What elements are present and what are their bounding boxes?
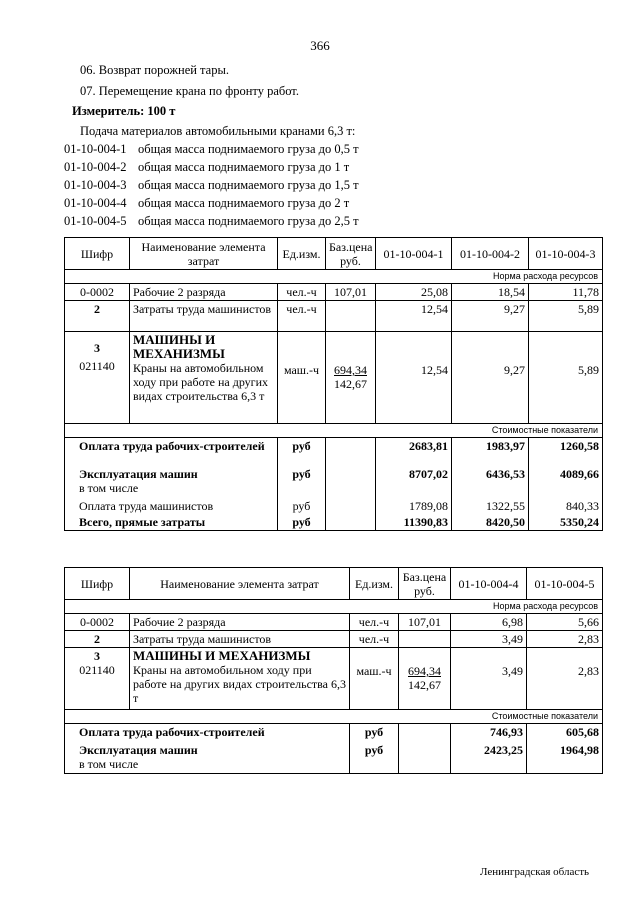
intro-item-text: общая масса поднимаемого груза до 1,5 т <box>138 178 359 192</box>
row-name: Краны на автомобильном ходу при работе на других видах строительства 6,3 т <box>133 663 346 705</box>
cost-name: Оплата труда рабочих-строителей <box>65 724 350 742</box>
row-name: Затраты труда машинистов <box>130 301 278 332</box>
section-row-cost <box>65 424 603 438</box>
cost-value: 8420,50 <box>452 514 529 531</box>
row-value-cell <box>527 648 603 710</box>
supply-label: Подача материалов автомобильными кранами 6,3 т: <box>80 124 356 138</box>
section-row-norm <box>65 270 603 284</box>
row-code: 2 <box>65 301 130 332</box>
row-code: 0-0002 <box>65 284 130 301</box>
meter-label: Измеритель: 100 т <box>72 104 176 118</box>
table-row <box>65 631 603 648</box>
cost-value: 8707,02 <box>376 466 452 498</box>
cost-value: 2683,81 <box>376 438 452 466</box>
row-price-sub: 142,67 <box>408 678 441 692</box>
row-price: 107,01 <box>399 614 451 631</box>
cost-value: 840,33 <box>529 498 603 514</box>
cost-value: 6436,53 <box>452 466 529 498</box>
table-row-machines <box>65 332 603 424</box>
row-price-empty <box>326 301 376 332</box>
row-name: Затраты труда машинистов <box>130 631 350 648</box>
table-row-machines <box>65 648 603 710</box>
row-name: Рабочие 2 разряда <box>130 284 278 301</box>
col-header-name: Наименование элемента затрат <box>130 238 278 270</box>
section-row-cost <box>65 710 603 724</box>
cost-price-empty <box>399 742 451 774</box>
footer-region: Ленинградская область <box>480 866 590 878</box>
row-code: 2 <box>65 631 130 648</box>
row-name-cell <box>130 648 350 710</box>
table-row <box>65 614 603 631</box>
cost-unit: руб <box>278 438 326 466</box>
col-header-01-10-004-3: 01-10-004-3 <box>529 238 603 270</box>
row-name: Рабочие 2 разряда <box>130 614 350 631</box>
intro-line-return: 06. Возврат порожней тары. <box>80 63 229 77</box>
row-subcode: 021140 <box>79 663 115 677</box>
row-code: 0-0002 <box>65 614 130 631</box>
col-header-name: Наименование элемента затрат <box>130 568 350 600</box>
intro-item <box>64 142 359 157</box>
cost-value: 11390,83 <box>376 514 452 531</box>
intro-item <box>64 160 349 175</box>
resource-table-1 <box>64 237 603 531</box>
resource-table-2 <box>64 567 603 774</box>
row-code: 3 <box>94 341 100 355</box>
cost-row <box>65 742 603 774</box>
row-price: 694,34 <box>408 664 441 678</box>
cost-value: 605,68 <box>527 724 603 742</box>
intro-item-code: 01-10-004-4 <box>64 196 127 210</box>
table-header-row <box>65 568 603 600</box>
col-header-code: Шифр <box>65 568 130 600</box>
row-value: 12,54 <box>421 363 448 377</box>
table-row <box>65 301 603 332</box>
col-header-code: Шифр <box>65 238 130 270</box>
cost-price-empty <box>326 466 376 498</box>
cost-price-empty <box>399 724 451 742</box>
cost-note: в том числе <box>79 756 139 771</box>
cost-name-cell <box>65 466 278 498</box>
section-label-norm: Норма расхода ресурсов <box>65 600 603 614</box>
row-code-cell <box>65 332 130 424</box>
machines-title: МАШИНЫ И МЕХАНИЗМЫ <box>133 648 311 663</box>
row-value: 5,66 <box>527 614 603 631</box>
cost-value: 2423,25 <box>451 742 527 774</box>
col-header-unit: Ед.изм. <box>278 238 326 270</box>
col-header-01-10-004-1: 01-10-004-1 <box>376 238 452 270</box>
cost-value: 5350,24 <box>529 514 603 531</box>
cost-price-empty <box>326 438 376 466</box>
row-unit: чел.-ч <box>278 284 326 301</box>
intro-item-text: общая масса поднимаемого груза до 2,5 т <box>138 214 359 228</box>
cost-value: 1983,97 <box>452 438 529 466</box>
row-name: Краны на автомобильном ходу при работе на других видах строительства 6,3 т <box>133 361 269 403</box>
cost-name: Оплата труда машинистов <box>65 498 278 514</box>
page-number: 366 <box>310 38 330 53</box>
cost-name: Эксплуатация машин <box>79 466 198 481</box>
cost-value: 1964,98 <box>527 742 603 774</box>
row-value: 3,49 <box>451 631 527 648</box>
row-unit-cell <box>278 332 326 424</box>
intro-item-text: общая масса поднимаемого груза до 2 т <box>138 196 350 210</box>
row-subcode: 021140 <box>79 359 115 373</box>
cost-value: 746,93 <box>451 724 527 742</box>
row-unit: чел.-ч <box>278 301 326 332</box>
row-unit-cell <box>350 648 399 710</box>
row-value: 9,27 <box>452 301 529 332</box>
row-value: 11,78 <box>529 284 603 301</box>
row-value: 2,83 <box>527 631 603 648</box>
col-header-price: Баз.цена руб. <box>326 238 376 270</box>
col-header-01-10-004-2: 01-10-004-2 <box>452 238 529 270</box>
row-price-cell <box>399 648 451 710</box>
machines-title: МАШИНЫ И МЕХАНИЗМЫ <box>133 332 225 361</box>
cost-unit: руб <box>278 514 326 531</box>
cost-row <box>65 438 603 466</box>
row-value: 5,89 <box>578 363 599 377</box>
row-value: 6,98 <box>451 614 527 631</box>
col-header-price: Баз.цена руб. <box>399 568 451 600</box>
intro-item-text: общая масса поднимаемого груза до 0,5 т <box>138 142 359 156</box>
intro-item-code: 01-10-004-1 <box>64 142 127 156</box>
cost-unit: руб <box>278 466 326 498</box>
section-label-cost: Стоимостные показатели <box>65 710 603 724</box>
row-price: 107,01 <box>326 284 376 301</box>
intro-item <box>64 178 359 193</box>
cost-price-empty <box>326 514 376 531</box>
cost-unit: руб <box>350 724 399 742</box>
row-value-cell <box>376 332 452 424</box>
intro-line-move: 07. Перемещение крана по фронту работ. <box>80 84 299 98</box>
intro-item-code: 01-10-004-5 <box>64 214 127 228</box>
row-value: 3,49 <box>502 664 523 678</box>
cost-unit: руб <box>278 498 326 514</box>
cost-row-total <box>65 514 603 531</box>
cost-value: 1260,58 <box>529 438 603 466</box>
row-unit: чел.-ч <box>350 614 399 631</box>
intro-item-code: 01-10-004-2 <box>64 160 127 174</box>
cost-unit: руб <box>350 742 399 774</box>
row-value: 5,89 <box>529 301 603 332</box>
cost-name: Эксплуатация машин <box>79 742 198 757</box>
intro-item <box>64 196 349 211</box>
cost-value: 4089,66 <box>529 466 603 498</box>
row-value: 18,54 <box>452 284 529 301</box>
cost-name: Всего, прямые затраты <box>65 514 278 531</box>
table-row <box>65 284 603 301</box>
intro-item-text: общая масса поднимаемого груза до 1 т <box>138 160 350 174</box>
section-row-norm <box>65 600 603 614</box>
cost-row <box>65 466 603 498</box>
cost-row <box>65 724 603 742</box>
cost-note: в том числе <box>79 480 139 495</box>
intro-item-code: 01-10-004-3 <box>64 178 127 192</box>
row-value-cell <box>452 332 529 424</box>
table-header-row <box>65 238 603 270</box>
cost-name-cell <box>65 742 350 774</box>
row-value-cell <box>451 648 527 710</box>
row-name-cell <box>130 332 278 424</box>
row-value: 9,27 <box>504 363 525 377</box>
cost-row <box>65 498 603 514</box>
row-unit: маш.-ч <box>283 363 320 377</box>
row-value-cell <box>529 332 603 424</box>
cost-value: 1789,08 <box>376 498 452 514</box>
cost-price-empty <box>326 498 376 514</box>
col-header-unit: Ед.изм. <box>350 568 399 600</box>
row-price: 694,34 <box>334 363 367 377</box>
row-unit: чел.-ч <box>350 631 399 648</box>
row-value: 2,83 <box>578 664 599 678</box>
col-header-01-10-004-5: 01-10-004-5 <box>527 568 603 600</box>
row-value: 25,08 <box>376 284 452 301</box>
cost-name: Оплата труда рабочих-строителей <box>65 438 278 466</box>
col-header-01-10-004-4: 01-10-004-4 <box>451 568 527 600</box>
section-label-cost: Стоимостные показатели <box>65 424 603 438</box>
section-label-norm: Норма расхода ресурсов <box>65 270 603 284</box>
row-price-sub: 142,67 <box>334 377 367 391</box>
intro-item <box>64 214 359 229</box>
row-code: 3 <box>94 649 100 663</box>
row-code-cell <box>65 648 130 710</box>
row-price-empty <box>399 631 451 648</box>
row-value: 12,54 <box>376 301 452 332</box>
cost-value: 1322,55 <box>452 498 529 514</box>
row-price-cell <box>326 332 376 424</box>
row-unit: маш.-ч <box>356 664 392 678</box>
